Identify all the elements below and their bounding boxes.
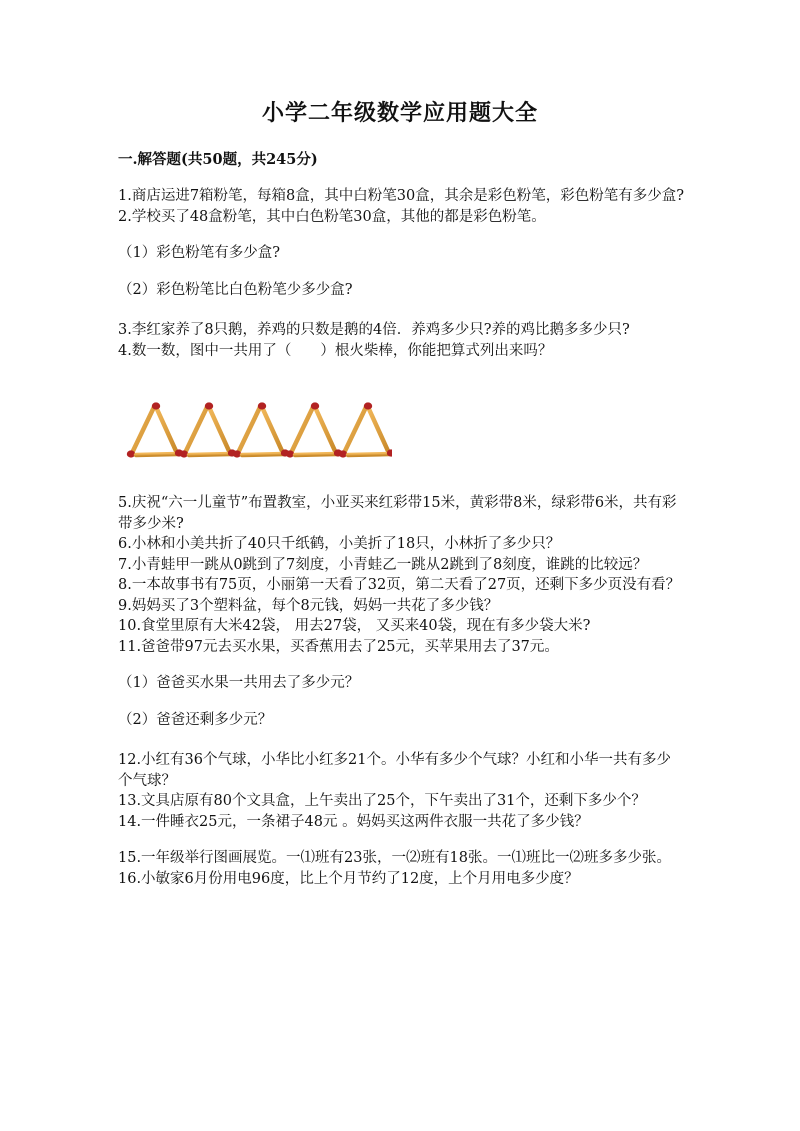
matchstick: [238, 405, 261, 453]
question-5: 5.庆祝“六一儿童节”布置教室，小亚买来红彩带15米，黄彩带8米，绿彩带6米，共有彩带多少米?: [118, 495, 677, 532]
question-2-part-2: （2）彩色粉笔比白色粉笔少多少盒?: [118, 281, 353, 298]
matchstick-head: [205, 402, 213, 409]
matchstick: [348, 454, 390, 455]
matchstick: [185, 405, 208, 453]
matchstick-head: [127, 450, 135, 457]
question-9: 9.妈妈买了3个塑料盆，每个8元钱，妈妈一共花了多少钱？: [118, 597, 499, 614]
section-header: 一.解答题(共50题，共245分): [118, 151, 318, 168]
matchstick-head: [180, 450, 188, 457]
matchstick: [156, 407, 176, 451]
matchstick: [242, 454, 284, 455]
matchstick-head: [286, 450, 294, 457]
matchstick: [132, 405, 155, 453]
question-6: 6.小林和小美共折了40只千纸鹤，小美折了18只，小林折了多少只？: [118, 536, 561, 552]
matchstick-head: [258, 402, 266, 409]
question-14: 14.一件睡衣25元，一条裙子48元 。妈妈买这两件衣服一共花了多少钱？: [118, 813, 589, 830]
matchstick-head: [339, 450, 347, 457]
matchstick: [262, 407, 282, 451]
matchstick-head: [152, 402, 160, 409]
question-11-part-2: （2）爸爸还剩多少元？: [118, 711, 273, 728]
matchstick-head: [233, 450, 241, 457]
matchstick: [315, 407, 335, 451]
matchstick: [189, 454, 231, 455]
matchstick-triangles-icon: [122, 395, 392, 463]
matchstick: [368, 407, 388, 451]
question-11: 11.爸爸带97元去买水果，买香蕉用去了25元，买苹果用去了37元。: [118, 638, 559, 655]
question-13: 13.文具店原有80个文具盒，上午卖出了25个，下午卖出了31个，还剩下多少个？: [118, 793, 646, 809]
question-2-part-1: （1）彩色粉笔有多少盒?: [118, 245, 280, 261]
question-2: 2.学校买了48盒粉笔，其中白色粉笔30盒，其他的都是彩色粉笔。: [118, 208, 546, 225]
matchstick: [344, 405, 367, 453]
matchstick: [209, 407, 229, 451]
matchstick-head: [311, 402, 319, 409]
question-11-part-1: （1）爸爸买水果一共用去了多少元？: [118, 675, 360, 691]
question-15: 15.一年级举行图画展览。一⑴班有23张，一⑵班有18张。一⑴班比一⑵班多多少张。: [118, 850, 671, 866]
question-1: 1.商店运进7箱粉笔，每箱8盒，其中白粉笔30盒，其余是彩色粉笔，彩色粉笔有多少盒?: [118, 188, 685, 204]
question-list: [118, 186, 684, 889]
matchstick: [295, 454, 337, 455]
matchstick: [136, 454, 178, 455]
question-12: 12.小红有36个气球，小华比小红多21个。小华有多少个气球？小红和小华一共有多少个气球？: [118, 752, 671, 789]
question-16: 16.小敏家6月份用电96度，比上个月节约了12度，上个月用电多少度？: [118, 870, 579, 887]
question-10: 10.食堂里原有大米42袋， 用去27袋， 又买来40袋，现在有多少袋大米?: [118, 618, 591, 634]
question-4: 4.数一数，图中一共用了（ ）根火柴棒，你能把算式列出来吗？: [118, 342, 553, 359]
matchstick-head: [364, 402, 372, 409]
question-8: 8.一本故事书有75页，小丽第一天看了32页，第二天看了27页，还剩下多少页没有看？: [118, 577, 681, 593]
question-7: 7.小青蛙甲一跳从0跳到了7刻度，小青蛙乙一跳从2跳到了8刻度，谁跳的比较远？: [118, 556, 648, 573]
page-title: 小学二年级数学应用题大全: [261, 100, 538, 126]
question-3: 3.李红家养了8只鹅，养鸡的只数是鹅的4倍．养鸡多少只?养的鸡比鹅多多少只?: [118, 322, 630, 338]
matchstick: [291, 405, 314, 453]
